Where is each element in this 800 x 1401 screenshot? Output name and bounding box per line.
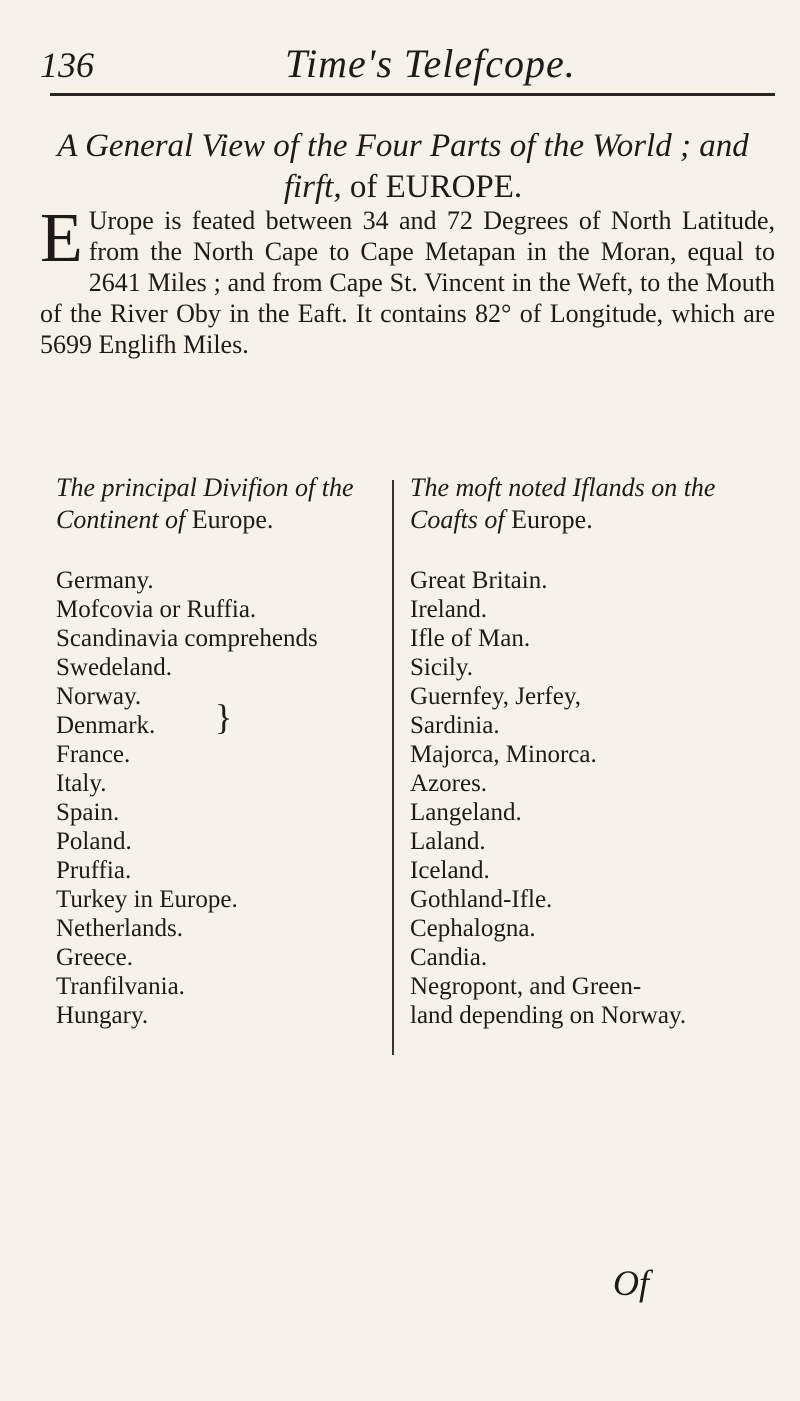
list-item: Turkey in Europe. xyxy=(56,886,238,913)
islands-heading-italic: The moft noted Iflands on the Coafts of xyxy=(410,473,716,534)
divisions-list xyxy=(56,566,386,1030)
page-number: 136 xyxy=(40,45,94,85)
catchword: Of xyxy=(613,1263,649,1303)
divisions-heading xyxy=(56,472,386,536)
header-rule xyxy=(50,93,775,96)
list-item: Netherlands. xyxy=(56,915,184,942)
list-item: Hungary. xyxy=(56,1002,149,1029)
paragraph-text: Urope is feated between 34 and 72 Degrees of North Latitude, from the North Cape to Cape Metapan in the Moran, equal to 2641 Miles ; and from Cape St. Vincent in the Weft, to the Mouth of the River Oby in the Eaft. It contains 82° of Longitude, which are 5699 Englifh Miles. xyxy=(40,206,775,359)
list-item: Ifle of Man. xyxy=(410,625,531,652)
list-item: Azores. xyxy=(410,770,488,797)
section-title xyxy=(28,126,778,208)
list-item: Langeland. xyxy=(410,799,522,826)
list-item: Negropont, and Green- xyxy=(410,973,642,1000)
list-item: Pruffia. xyxy=(56,857,132,884)
list-item: Italy. xyxy=(56,770,107,797)
divisions-heading-plain: Europe. xyxy=(191,505,274,534)
page-header xyxy=(30,40,770,90)
list-item: Denmark. xyxy=(56,712,156,739)
list-item: land depending on Norway. xyxy=(410,1002,687,1029)
list-item: Laland. xyxy=(410,828,486,855)
list-item: Iceland. xyxy=(410,857,490,884)
title-line-2-italic: firft, xyxy=(283,169,342,205)
list-item: Germany. xyxy=(56,567,154,594)
running-title: Time's Telefcope. xyxy=(285,41,576,86)
list-item: Tranfilvania. xyxy=(56,973,185,1000)
list-item: Majorca, Minorca. xyxy=(410,741,597,768)
list-item: Candia. xyxy=(410,944,488,971)
list-item: Mofcovia or Ruffia. xyxy=(56,596,257,623)
list-item: Cephalogna. xyxy=(410,915,536,942)
column-divider xyxy=(392,480,394,1055)
list-item: Greece. xyxy=(56,944,134,971)
brace-mark: } xyxy=(215,697,233,737)
list-item: Ireland. xyxy=(410,596,488,623)
list-item: Sardinia. xyxy=(410,712,500,739)
list-item: Great Britain. xyxy=(410,567,548,594)
list-item: Scandinavia comprehends xyxy=(56,625,318,652)
divisions-column xyxy=(56,472,386,1030)
list-item: Gothland-Ifle. xyxy=(410,886,553,913)
islands-heading-plain: Europe. xyxy=(511,505,593,534)
list-item: Poland. xyxy=(56,828,132,855)
title-line-1: A General View of the Four Parts of the World ; and xyxy=(57,128,749,164)
intro-paragraph xyxy=(40,200,775,360)
list-item: France. xyxy=(56,741,131,768)
drop-cap: E xyxy=(40,200,83,277)
list-item: Swedeland. xyxy=(56,654,172,681)
divisions-heading-italic: The principal Divifion of the Continent of xyxy=(56,473,354,534)
islands-column xyxy=(410,472,785,1030)
list-item: Spain. xyxy=(56,799,120,826)
title-line-2: of EUROPE. xyxy=(349,169,523,205)
list-item: Guernfey, Jerfey, xyxy=(410,683,581,710)
islands-heading xyxy=(410,472,785,536)
islands-list xyxy=(410,566,785,1030)
list-item: Norway. xyxy=(56,683,142,710)
list-item: Sicily. xyxy=(410,654,473,681)
